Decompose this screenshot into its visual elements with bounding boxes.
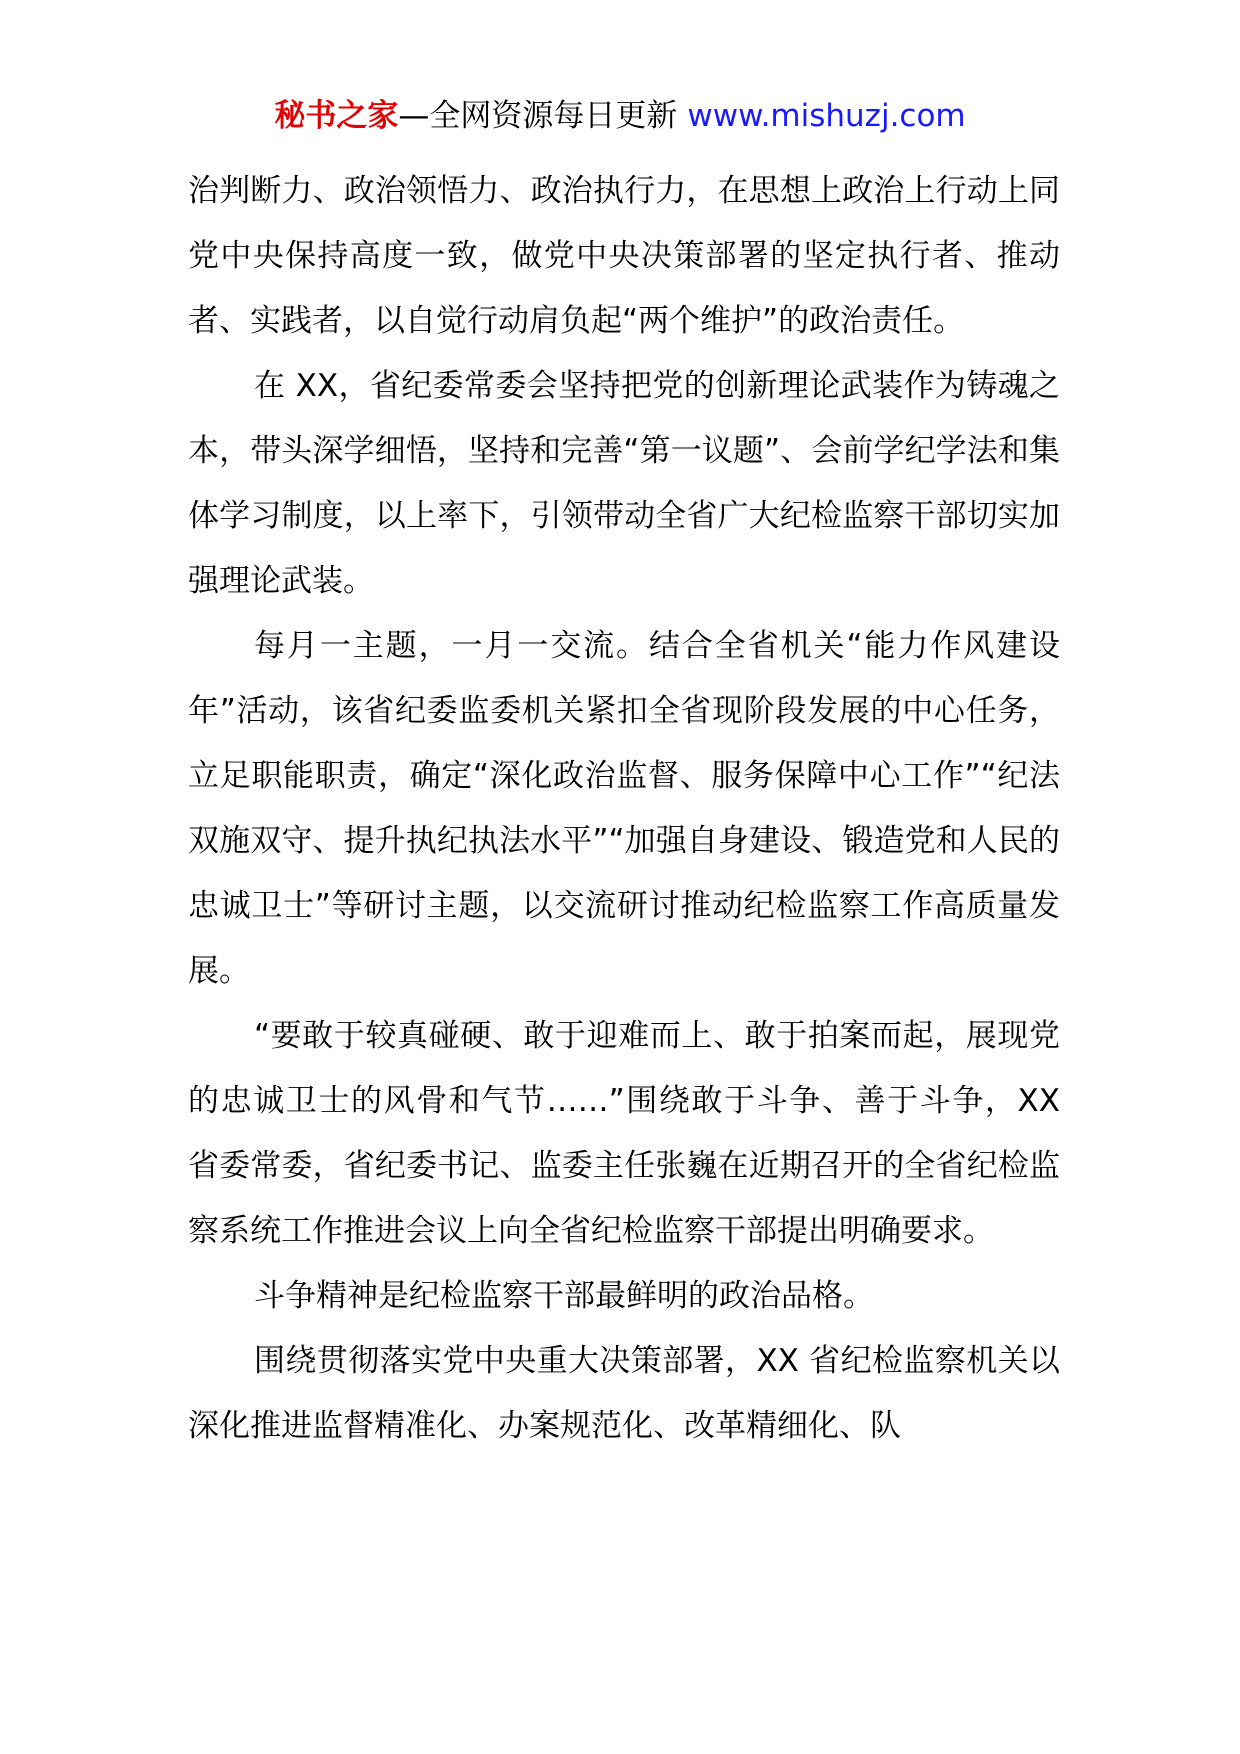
paragraph-6: 围绕贯彻落实党中央重大决策部署，XX 省纪检监察机关以深化推进监督精准化、办案规范化、改革精细化、队 [188, 1343, 1060, 1444]
paragraph-2: 在 XX，省纪委常委会坚持把党的创新理论武装作为铸魂之本，带头深学细悟，坚持和完善“第一议题”、会前学纪学法和集体学习制度，以上率下，引领带动全省广大纪检监察干部切实加强理论武装。 [188, 368, 1060, 599]
header-site-link[interactable]: www.mishuzj.com [687, 98, 966, 134]
header-brand: 秘书之家 [274, 98, 399, 134]
paragraph-1: 治判断力、政治领悟力、政治执行力，在思想上政治上行动上同党中央保持高度一致，做党中央决策部署的坚定执行者、推动者、实践者，以自觉行动肩负起“两个维护”的政治责任。 [188, 173, 1060, 339]
paragraph-4: “要敢于较真碰硬、敢于迎难而上、敢于拍案而起，展现党的忠诚卫士的风骨和气节……”围绕敢于斗争、善于斗争，XX 省委常委，省纪委书记、监委主任张巍在近期召开的全省纪检监察系统工作推进会议上向全省纪检监察干部提出明确要求。 [188, 1018, 1060, 1249]
paragraph-5: 斗争精神是纪检监察干部最鲜明的政治品格。 [254, 1278, 874, 1314]
paragraph-3: 每月一主题，一月一交流。结合全省机关“能力作风建设年”活动，该省纪委监委机关紧扣全省现阶段发展的中心任务，立足职能职责，确定“深化政治监督、服务保障中心工作”“纪法双施双守、提升执纪执法水平”“加强自身建设、锻造党和人民的忠诚卫士”等研讨主题，以交流研讨推动纪检监察工作高质量发展。 [188, 628, 1060, 989]
document-body [188, 159, 1060, 1459]
page-header [0, 96, 1240, 136]
header-tagline: —全网资源每日更新 [398, 98, 678, 134]
